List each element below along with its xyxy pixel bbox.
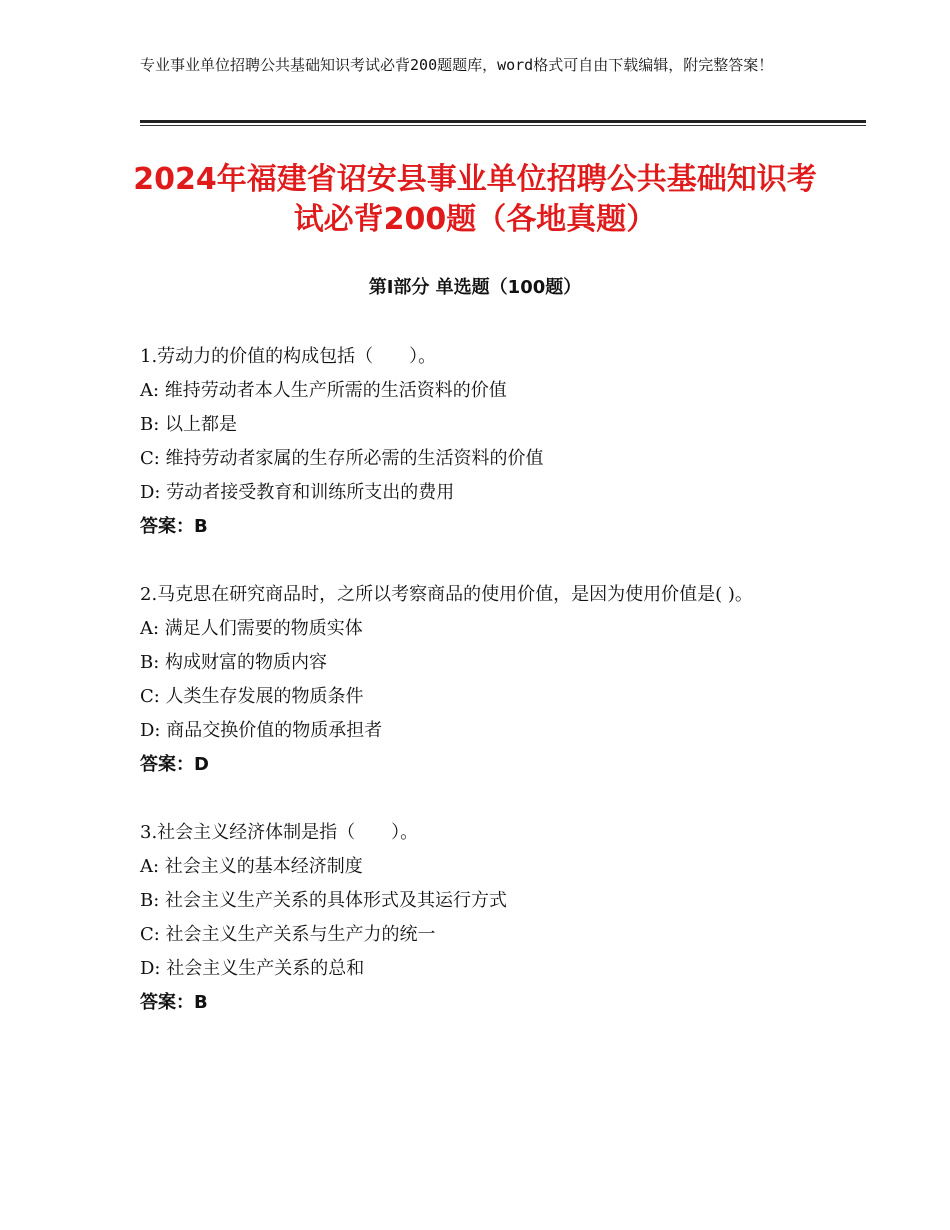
header-divider-thick	[140, 120, 866, 123]
section-title: 第Ⅰ部分 单选题（100题）	[368, 277, 582, 298]
question-2	[140, 578, 820, 782]
question-1	[140, 340, 820, 544]
answer-line	[140, 986, 820, 1020]
header-note: 专业事业单位招聘公共基础知识考试必背200题题库，word格式可自由下载编辑，附完整答案！	[140, 56, 774, 74]
option-c: C: 维持劳动者家属的生存所必需的生活资料的价值	[140, 448, 544, 469]
question-text: 2.马克思在研究商品时，之所以考察商品的使用价值，是因为使用价值是( )。	[140, 584, 753, 605]
header-divider-thin	[140, 125, 866, 126]
answer-line	[140, 510, 820, 544]
document-title: 2024年福建省诏安县事业单位招聘公共基础知识考试必背200题（各地真题）	[133, 162, 817, 237]
answer-label: 答案：	[140, 754, 194, 775]
answer-value: B	[194, 992, 208, 1013]
answer-value: D	[194, 754, 209, 775]
option-c: C: 人类生存发展的物质条件	[140, 686, 364, 707]
answer-value: B	[194, 516, 208, 537]
option-d: D: 社会主义生产关系的总和	[140, 958, 365, 979]
option-a: A: 满足人们需要的物质实体	[140, 618, 363, 639]
answer-label: 答案：	[140, 516, 194, 537]
option-b: B: 社会主义生产关系的具体形式及其运行方式	[140, 890, 508, 911]
answer-line	[140, 748, 820, 782]
option-d: D: 劳动者接受教育和训练所支出的费用	[140, 482, 455, 503]
question-text: 1.劳动力的价值的构成包括（ ）。	[140, 346, 437, 367]
option-c: C: 社会主义生产关系与生产力的统一	[140, 924, 436, 945]
option-b: B: 以上都是	[140, 414, 238, 435]
option-a: A: 维持劳动者本人生产所需的生活资料的价值	[140, 380, 507, 401]
option-d: D: 商品交换价值的物质承担者	[140, 720, 383, 741]
question-3	[140, 816, 820, 1020]
answer-label: 答案：	[140, 992, 194, 1013]
question-list	[140, 340, 820, 1054]
question-text: 3.社会主义经济体制是指（ ）。	[140, 822, 419, 843]
option-a: A: 社会主义的基本经济制度	[140, 856, 363, 877]
option-b: B: 构成财富的物质内容	[140, 652, 328, 673]
